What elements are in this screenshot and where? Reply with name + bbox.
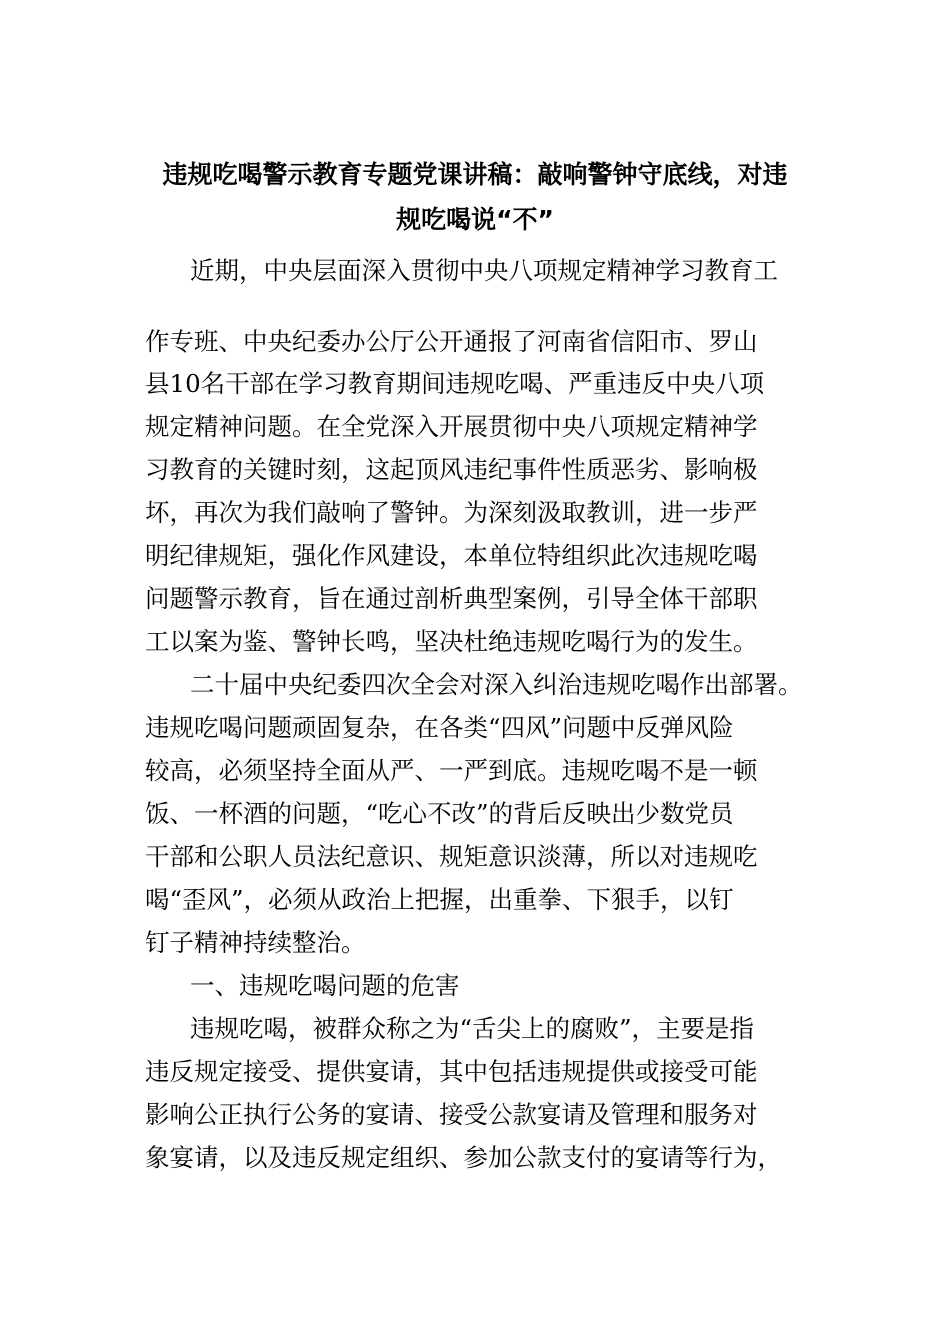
body-line: 喝“歪风”，必须从政治上把握，出重拳、下狠手，以钉 bbox=[145, 885, 734, 914]
body-line: 县10名干部在学习教育期间违规吃喝、严重违反中央八项 bbox=[145, 369, 765, 398]
body-line: 饭、一杯酒的问题，“吃心不改”的背后反映出少数党员 bbox=[145, 799, 734, 828]
body-line: 作专班、中央纪委办公厅公开通报了河南省信阳市、罗山 bbox=[145, 327, 758, 356]
body-line: 干部和公职人员法纪意识、规矩意识淡薄，所以对违规吃 bbox=[145, 842, 758, 871]
body-line: 违规吃喝问题顽固复杂，在各类“四风”问题中反弹风险 bbox=[145, 713, 734, 742]
body-line: 近期，中央层面深入贯彻中央八项规定精神学习教育工 bbox=[190, 256, 778, 285]
body-line: 二十届中央纪委四次全会对深入纠治违规吃喝作出部署。 bbox=[190, 670, 803, 699]
body-line: 规定精神问题。在全党深入开展贯彻中央八项规定精神学 bbox=[145, 412, 758, 441]
document-title-line-1: 违规吃喝警示教育专题党课讲稿：敲响警钟守底线，对违 bbox=[162, 160, 788, 189]
body-line: 较高，必须坚持全面从严、一严到底。违规吃喝不是一顿 bbox=[145, 756, 758, 785]
body-line: 习教育的关键时刻，这起顶风违纪事件性质恶劣、影响极 bbox=[145, 455, 758, 484]
body-line: 问题警示教育，旨在通过剖析典型案例，引导全体干部职 bbox=[145, 584, 758, 613]
document-title-line-2: 规吃喝说“不” bbox=[396, 205, 554, 234]
body-line: 违反规定接受、提供宴请，其中包括违规提供或接受可能 bbox=[145, 1057, 758, 1086]
body-line: 明纪律规矩，强化作风建设，本单位特组织此次违规吃喝 bbox=[145, 541, 758, 570]
body-line: 钉子精神持续整治。 bbox=[145, 928, 366, 957]
section-heading: 一、违规吃喝问题的危害 bbox=[190, 971, 460, 1000]
body-line: 象宴请，以及违反规定组织、参加公款支付的宴请等行为， bbox=[145, 1143, 782, 1172]
body-line: 违规吃喝，被群众称之为“舌尖上的腐败”，主要是指 bbox=[190, 1014, 755, 1043]
body-line: 影响公正执行公务的宴请、接受公款宴请及管理和服务对 bbox=[145, 1100, 758, 1129]
body-line: 工以案为鉴、警钟长鸣，坚决杜绝违规吃喝行为的发生。 bbox=[145, 627, 758, 656]
body-line: 坏，再次为我们敲响了警钟。为深刻汲取教训，进一步严 bbox=[145, 498, 758, 527]
